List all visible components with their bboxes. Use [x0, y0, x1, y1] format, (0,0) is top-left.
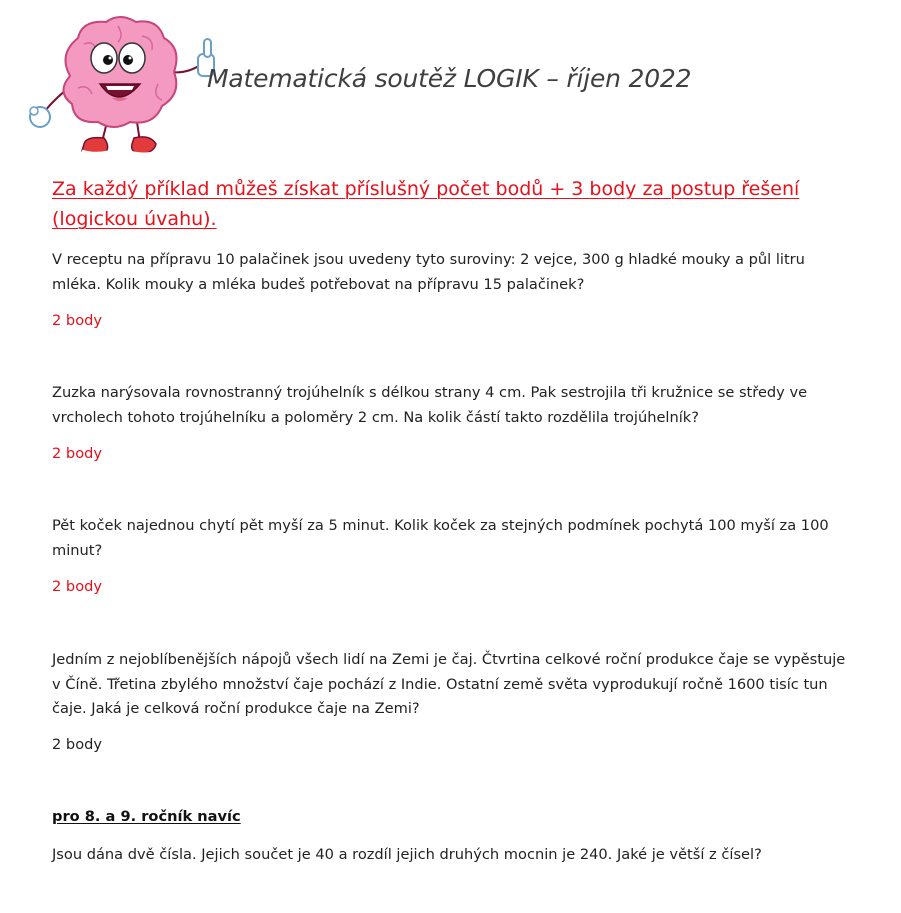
problem-points: 2 body [52, 312, 103, 329]
problem-text: Pět koček najednou chytí pět myší za 5 minut. Kolik koček za stejných podmínek pochytá 100 myší za 100 minut? [52, 517, 829, 559]
problem-text: Jedním z nejoblíbenějších nápojů všech lidí na Zemi je čaj. Čtvrtina celkové roční produkce čaje se vypěstuje v Číně. Třetina zbylého množství čaje pochází z Indie. Ostatní země světa vyprodukují ročně 1600 tisíc tun čaje. Jaká je celková roční produkce čaje na Zemi? [52, 651, 846, 717]
scoring-instructions: Za každý příklad můžeš získat příslušný počet bodů + 3 body za postup řešení (logickou úvahu). [52, 178, 800, 230]
section-heading: pro 8. a 9. ročník navíc [52, 808, 241, 825]
problem-text: Jsou dána dvě čísla. Jejich součet je 40 a rozdíl jejich druhých mocnin je 240. Jaké je větší z čísel? [52, 846, 762, 863]
problem-text: V receptu na přípravu 10 palačinek jsou uvedeny tyto suroviny: 2 vejce, 300 g hladké mouky a půl litru mléka. Kolik mouky a mléka budeš potřebovat na přípravu 15 palačinek? [52, 251, 805, 293]
problem-points: 2 body [52, 578, 103, 595]
problem-points: 2 body [52, 736, 103, 753]
page-title: Matematická soutěž LOGIK – říjen 2022 [207, 64, 692, 93]
problem-text: Zuzka narýsovala rovnostranný trojúhelník s délkou strany 4 cm. Pak sestrojila tři kružnice se středy ve vrcholech tohoto trojúhelníku a poloměry 2 cm. Na kolik částí takto rozdělila trojúhelník? [52, 384, 808, 426]
problem-points: 2 body [52, 445, 103, 462]
